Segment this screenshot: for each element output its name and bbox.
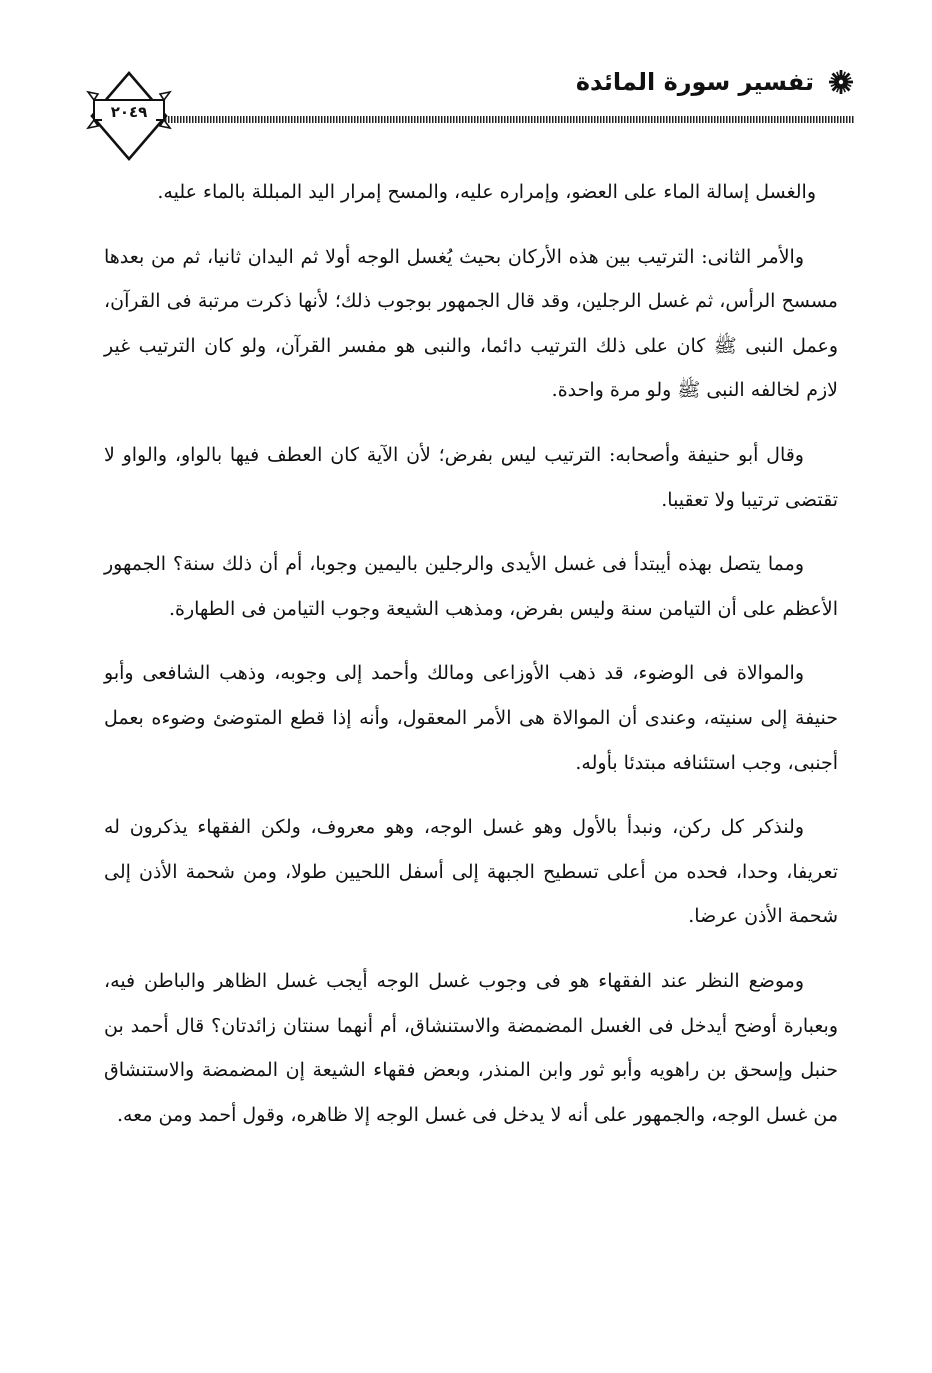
paragraph-6: ولنذكر كل ركن، ونبدأ بالأول وهو غسل الوجه، وهو معروف، ولكن الفقهاء يذكرون له تعريفا، وحدا، فحده من أعلى تسطيح الجبهة إلى أسفل اللحيين طولا، ومن شحمة الأذن إلى شحمة الأذن عرضا. (104, 816, 838, 928)
page-header (84, 62, 854, 162)
paragraph-5: والموالاة فى الوضوء، قد ذهب الأوزاعى ومالك وأحمد إلى وجوبه، وذهب الشافعى وأبو حنيفة إلى سنيته، وعندى أن الموالاة هى الأمر المعقول، وأنه إذا قطع المتوضئ وضوءه بعمل أجنبى، وجب استئنافه مبتدئا بأوله. (104, 662, 838, 774)
header-title: تفسير سورة المائدة (575, 68, 814, 96)
header-title-group (576, 62, 854, 102)
paragraph-1: والغسل إسالة الماء على العضو، وإمراره عليه، والمسح إمرار اليد المبللة بالماء عليه. (157, 181, 816, 203)
page-body (104, 170, 838, 1157)
paragraph-7: وموضع النظر عند الفقهاء هو فى وجوب غسل الوجه أيجب غسل الظاهر والباطن فيه، وبعبارة أوضح أيدخل فى الغسل المضمضة والاستنشاق، أم أنهما سنتان زائدتان؟ قال أحمد بن حنبل وإسحق بن راهويه وأبو ثور وابن المنذر، وبعض فقهاء الشيعة إن المضمضة والاستنشاق من غسل الوجه، والجمهور على أنه لا يدخل فى غسل الوجه إلا ظاهره، وقول أحمد ومن معه. (104, 969, 838, 1126)
paragraph-3: وقال أبو حنيفة وأصحابه: الترتيب ليس بفرض؛ لأن الآية كان العطف فيها بالواو، والواو لا تقتضى ترتيبا ولا تعقيبا. (104, 443, 838, 511)
paragraph-4: ومما يتصل بهذه أيبتدأ فى غسل الأيدى والرجلين باليمين وجوبا، أم أن ذلك سنة؟ الجمهور الأعظم على أن التيامن سنة وليس بفرض، ومذهب الشيعة وجوب التيامن فى الطهارة. (104, 553, 838, 620)
header-rule (162, 116, 854, 123)
paragraph-2: والأمر الثانى: الترتيب بين هذه الأركان بحيث يُغسل الوجه أولا ثم اليدان ثانيا، ثم من بعدها مسسح الرأس، ثم غسل الرجلين، وقد قال الجمهور بوجوب ذلك؛ لأنها ذكرت مرتبة فى القرآن، وعمل النبى ﷺ كان على ذلك الترتيب دائما، والنبى هو مفسر القرآن، ولو كان الترتيب غير لازم لخالفه النبى ﷺ ولو مرة واحدة. (104, 245, 838, 402)
page-number: ٢٠٤٩ (102, 102, 156, 122)
page-number-badge (84, 70, 174, 162)
flower-ornament-icon (828, 69, 854, 95)
